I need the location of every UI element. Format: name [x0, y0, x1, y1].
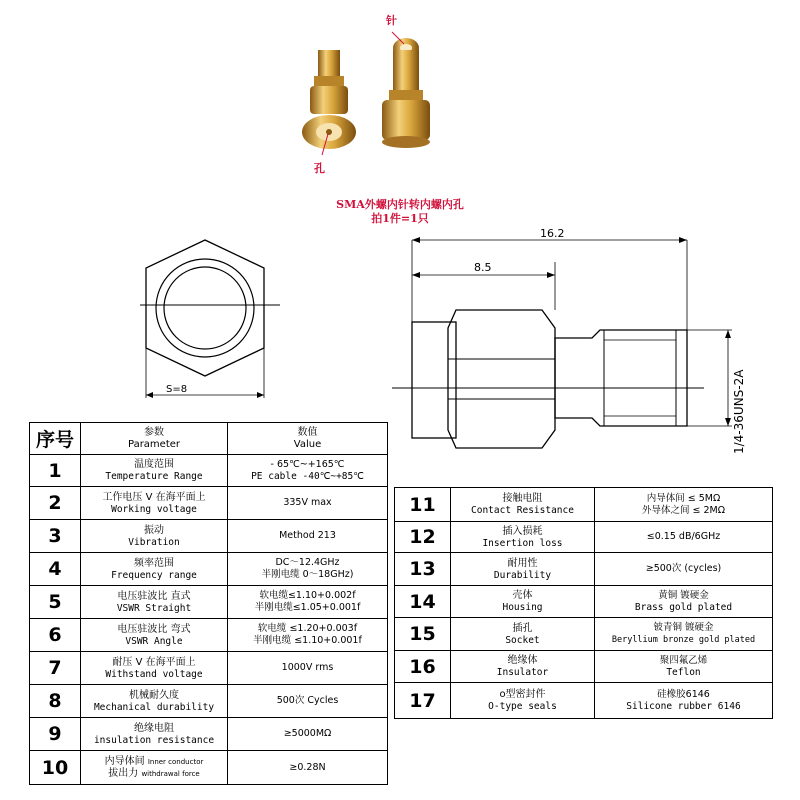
param-zh: 机械耐久度 — [129, 689, 179, 701]
param-zh: 耐用性 — [507, 557, 538, 569]
connector-right-image — [382, 38, 430, 148]
table-row — [395, 553, 773, 586]
value-line: ≥0.28N — [289, 761, 326, 773]
hex-inner-circle — [164, 267, 246, 349]
table-row — [30, 586, 388, 619]
value-line: 黄铜 镀硬金 — [658, 589, 709, 601]
hex-length-label: 8.5 — [474, 261, 492, 274]
rear-body — [412, 322, 456, 438]
product-caption: SMA外螺内针转内螺内孔 — [336, 198, 464, 211]
value-line: 外导体之间 ≤ 2MΩ — [642, 504, 725, 516]
param-en: Temperature Range — [105, 471, 203, 482]
table-row — [30, 553, 388, 586]
row-index: 9 — [30, 718, 81, 751]
row-index: 3 — [30, 520, 81, 553]
table-row — [395, 586, 773, 618]
table-row — [395, 683, 773, 719]
param-zh: 绝缘体 — [507, 655, 538, 666]
value-line: Method 213 — [279, 530, 336, 541]
param-en: Working voltage — [111, 503, 197, 515]
param-en: Frequency range — [111, 569, 197, 581]
table-row — [30, 718, 388, 751]
value-line: Brass gold plated — [634, 601, 733, 613]
param-zh: 频率范围 — [134, 557, 174, 569]
value-line: DC～12.4GHz — [275, 557, 340, 568]
param-en: Housing — [502, 602, 543, 613]
pin-label: 针 — [386, 14, 397, 27]
header-index: 序号 — [30, 423, 81, 455]
header-param-en: Parameter — [127, 438, 181, 450]
param-zh: 壳体 — [512, 590, 533, 601]
table-row — [30, 619, 388, 652]
side-view-drawing — [392, 222, 752, 484]
value-line: 软电缆≤1.10+0.002f — [259, 590, 356, 601]
param-zh: 插孔 — [512, 622, 533, 634]
row-index: 17 — [395, 683, 451, 719]
param-zh: 接触电阻 — [502, 493, 543, 504]
value-line: ≥5000MΩ — [283, 728, 332, 739]
table-row — [30, 652, 388, 685]
table-row — [30, 520, 388, 553]
spec-table-left — [29, 422, 388, 785]
param-en: Vibration — [128, 536, 180, 548]
value-line: 1000V rms — [281, 662, 334, 673]
hex-end-view — [140, 235, 285, 410]
table-row — [395, 522, 773, 553]
param-en: VSWR Angle — [125, 635, 183, 647]
header-param-zh: 参数 — [144, 426, 164, 438]
overall-length-label: 16.2 — [540, 227, 565, 240]
thread-spec-label: 1/4-36UNS-2A — [732, 369, 746, 454]
param-en: Mechanical durability — [93, 701, 215, 713]
value-line: 500次 Cycles — [276, 695, 339, 706]
row-index: 7 — [30, 652, 81, 685]
value-line: 软电缆 ≤1.20+0.003f — [257, 623, 358, 634]
row-index: 14 — [395, 586, 451, 618]
hex-outer-circle — [156, 259, 254, 357]
value-line: 半刚电缆 ≤1.10+0.001f — [253, 635, 362, 646]
value-line: 聚四氟乙烯 — [659, 654, 708, 666]
param-zh: 电压驻波比 直式 — [117, 590, 191, 602]
param-zh-2: 拔出力 — [108, 767, 139, 779]
hex-body — [448, 310, 555, 448]
hole-label: 孔 — [314, 162, 325, 175]
value-line: 硅橡胶6146 — [657, 688, 710, 700]
param-en-small-2: withdrawal force — [141, 769, 200, 778]
table-row — [395, 488, 773, 522]
param-en: Insertion loss — [482, 537, 563, 549]
param-en: Durability — [493, 569, 552, 581]
row-index: 1 — [30, 455, 81, 487]
value-line: 内导体间 ≤ 5MΩ — [646, 492, 721, 504]
param-en: insulation resistance — [93, 734, 215, 746]
table-row — [395, 651, 773, 683]
param-zh: 绝缘电阻 — [134, 722, 174, 734]
param-en: VSWR Straight — [116, 602, 192, 614]
spec-table-right — [394, 487, 773, 719]
hex-flat-label: S=8 — [166, 384, 188, 395]
row-index: 13 — [395, 553, 451, 586]
row-index: 15 — [395, 618, 451, 651]
connector-left-image — [302, 50, 356, 149]
row-index: 6 — [30, 619, 81, 652]
param-zh: o型密封件 — [499, 689, 546, 700]
row-index: 16 — [395, 651, 451, 683]
table-row — [30, 455, 388, 487]
value-line: 半刚电缆 0～18GHz) — [261, 569, 354, 580]
param-zh: 插入损耗 — [502, 525, 543, 537]
row-index: 2 — [30, 487, 81, 520]
value-line: - 65℃~+165℃ — [270, 458, 345, 470]
value-line: Beryllium bronze gold plated — [611, 635, 756, 645]
value-line: Silicone rubber 6146 — [626, 700, 741, 712]
row-index: 5 — [30, 586, 81, 619]
param-en-small: Inner conductor — [147, 757, 204, 766]
param-en: Insulator — [496, 667, 549, 678]
param-zh: 振动 — [144, 524, 164, 536]
product-caption-qty: 拍1件=1只 — [371, 212, 429, 225]
row-index: 4 — [30, 553, 81, 586]
param-en: O-type seals — [488, 701, 557, 712]
table-row — [30, 751, 388, 785]
param-zh: 温度范围 — [134, 459, 174, 470]
param-en: Contact Resistance — [471, 505, 574, 516]
row-index: 12 — [395, 522, 451, 553]
threaded-body — [555, 330, 687, 426]
value-line: ≤0.15 dB/6GHz — [646, 531, 721, 542]
value-line: Teflon — [666, 666, 701, 678]
row-index: 11 — [395, 488, 451, 522]
param-en: Withstand voltage — [105, 668, 203, 680]
param-zh: 耐压 V 在海平面上 — [112, 656, 196, 668]
value-line: PE cable -40℃~+85℃ — [251, 470, 364, 482]
value-line: ≥500次 (cycles) — [645, 563, 722, 574]
header-value-zh: 数值 — [297, 426, 318, 438]
value-line: 半刚电缆≤1.05+0.001f — [254, 602, 361, 613]
row-index: 10 — [30, 751, 81, 785]
product-photo — [270, 10, 470, 185]
param-zh: 工作电压 V 在海平面上 — [102, 491, 206, 503]
table-header-row — [30, 423, 388, 455]
value-line: 335V max — [283, 497, 332, 508]
table-row — [395, 618, 773, 651]
param-zh: 内导体间 — [104, 755, 145, 767]
param-zh: 电压驻波比 弯式 — [117, 623, 191, 635]
table-row — [30, 487, 388, 520]
value-line: 铍青铜 镀硬金 — [653, 622, 714, 633]
header-value-en: Value — [293, 438, 322, 450]
row-index: 8 — [30, 685, 81, 718]
param-en: Socket — [505, 634, 540, 646]
table-row — [30, 685, 388, 718]
